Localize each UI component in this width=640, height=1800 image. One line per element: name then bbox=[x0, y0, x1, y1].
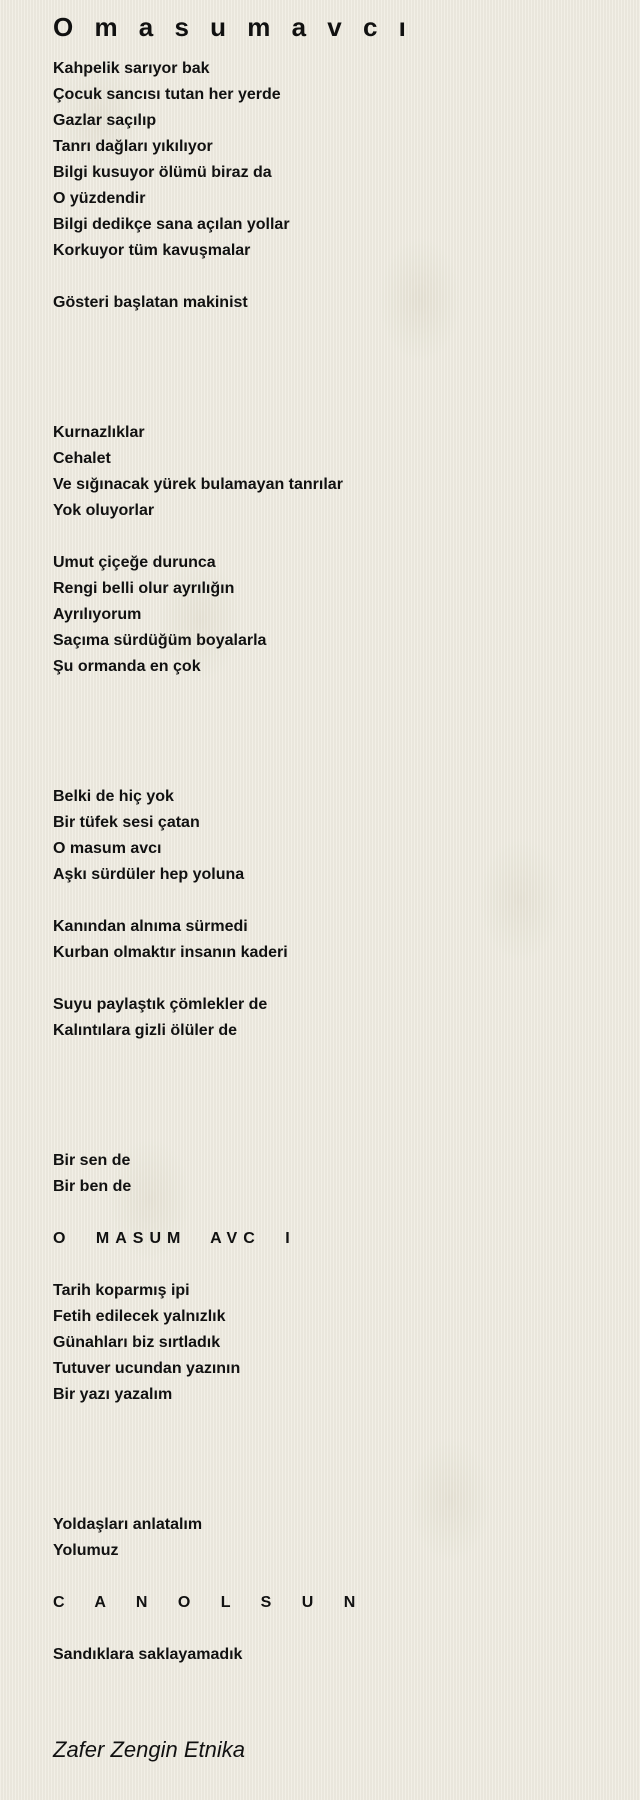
poem-line: Şu ormanda en çok bbox=[53, 658, 201, 675]
poem-line: Aşkı sürdüler hep yoluna bbox=[53, 866, 245, 883]
stanza-4 bbox=[53, 550, 613, 680]
poem-line: Bir ben de bbox=[53, 1178, 132, 1195]
poem-line: Kanından alnıma sürmedi bbox=[53, 918, 248, 935]
poem-line: Ve sığınacak yürek bulamayan tanrılar bbox=[53, 476, 343, 493]
poem-line: O masum avcı bbox=[53, 840, 162, 857]
poem-line: Bir yazı yazalım bbox=[53, 1386, 173, 1403]
poem-line: Tarih koparmış ipi bbox=[53, 1282, 190, 1299]
poem-line: Tutuver ucundan yazının bbox=[53, 1360, 241, 1377]
stanza-9 bbox=[53, 1226, 613, 1252]
poem-line: Yolumuz bbox=[53, 1542, 119, 1559]
poem-line: Kurban olmaktır insanın kaderi bbox=[53, 944, 288, 961]
stanza-1 bbox=[53, 56, 613, 264]
poem-line: Yok oluyorlar bbox=[53, 502, 155, 519]
poem-line: Gazlar saçılıp bbox=[53, 112, 157, 129]
poem-line: Gösteri başlatan makinist bbox=[53, 294, 248, 311]
poem-line: Korkuyor tüm kavuşmalar bbox=[53, 242, 251, 259]
poem-line: Bilgi dedikçe sana açılan yollar bbox=[53, 216, 290, 233]
poem-line-spaced: O MASUM AVC I bbox=[53, 1230, 296, 1247]
poem-line: Bir tüfek sesi çatan bbox=[53, 814, 200, 831]
stanza-13 bbox=[53, 1642, 613, 1668]
poem-line: Bir sen de bbox=[53, 1152, 131, 1169]
stanza-6 bbox=[53, 914, 613, 966]
poem-line: Umut çiçeğe durunca bbox=[53, 554, 216, 571]
poem-line: Saçıma sürdüğüm boyalarla bbox=[53, 632, 267, 649]
stanza-12 bbox=[53, 1590, 613, 1616]
poem-line: Ayrılıyorum bbox=[53, 606, 142, 623]
poem-line: Günahları biz sırtladık bbox=[53, 1334, 221, 1351]
stanza-2 bbox=[53, 290, 613, 316]
poem-title: O m a s u m a v c ı bbox=[53, 12, 413, 42]
poem-line: Kalıntılara gizli ölüler de bbox=[53, 1022, 238, 1039]
stanza-3 bbox=[53, 420, 613, 524]
poem-line: Kurnazlıklar bbox=[53, 424, 145, 441]
stanza-11 bbox=[53, 1512, 613, 1564]
poem-line: Belki de hiç yok bbox=[53, 788, 174, 805]
poem-line: O yüzdendir bbox=[53, 190, 146, 207]
poem-line: Kahpelik sarıyor bak bbox=[53, 60, 210, 77]
stanza-8 bbox=[53, 1148, 613, 1200]
poem-line: Rengi belli olur ayrılığın bbox=[53, 580, 235, 597]
stanza-7 bbox=[53, 992, 613, 1044]
poem-line: Fetih edilecek yalnızlık bbox=[53, 1308, 226, 1325]
poem-line: Çocuk sancısı tutan her yerde bbox=[53, 86, 281, 103]
poem-line: Suyu paylaştık çömlekler de bbox=[53, 996, 268, 1013]
stanza-10 bbox=[53, 1278, 613, 1408]
poem-page bbox=[53, 8, 613, 1694]
stanza-5 bbox=[53, 784, 613, 888]
poem-line: Bilgi kusuyor ölümü biraz da bbox=[53, 164, 272, 181]
poem-line: Sandıklara saklayamadık bbox=[53, 1646, 243, 1663]
author-signature: Zafer Zengin Etnika bbox=[53, 1737, 245, 1762]
poem-line: Cehalet bbox=[53, 450, 111, 467]
poem-line-spaced: C A N O L S U N bbox=[53, 1594, 362, 1611]
poem-line: Yoldaşları anlatalım bbox=[53, 1516, 203, 1533]
poem-line: Tanrı dağları yıkılıyor bbox=[53, 138, 213, 155]
